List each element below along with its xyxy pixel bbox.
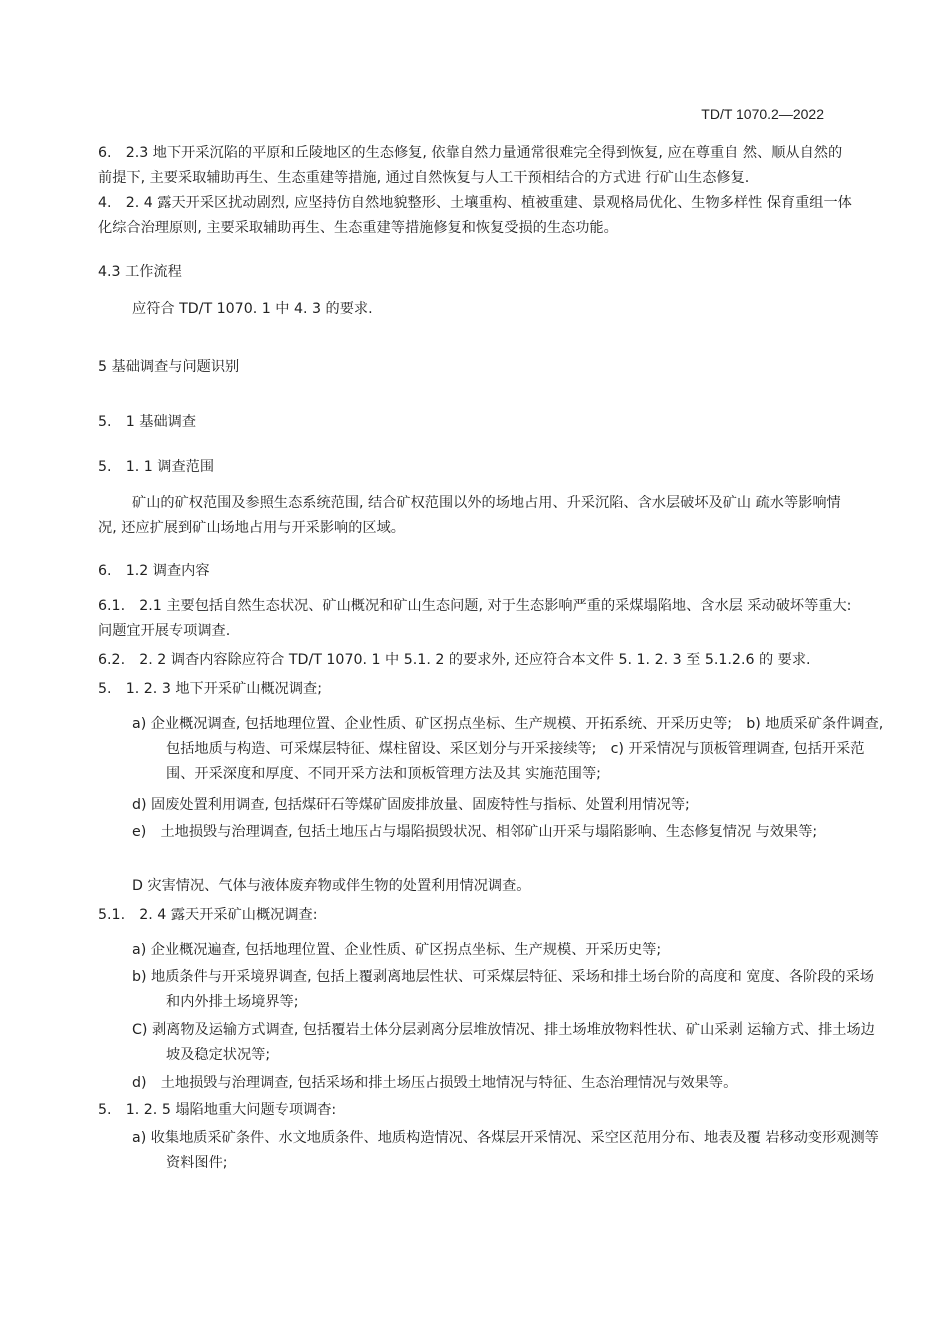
list-item-5-1-2-4-d: d) 土地损毁与治理调查, 包括采场和排土场压占损毁土地情况与特征、生态治理情况与效果等。 [132,1075,738,1091]
list-item-5-1-2-3-abc: a) 企业概况调查, 包括地理位置、企业性质、矿区拐点坐标、生产规模、开拓系统、开采历史等; b) 地质采矿条件调查, 包括地质与构造、可采煤层特征、煤柱留设、采区划分与开采接续等; c) 开采情况与顶板管理调查, 包括开采范围、开采深度和厚度、不同开采方法和顶板管理方法及其 实施范围等; [132,716,884,782]
list-item-5-1-2-3-f: D 灾害情况、气体与液体废弃物或伴生物的处置利用情况调查。 [132,878,531,894]
heading-4-3: 4.3 工作流程 [98,264,182,280]
list-item-5-1-2-3-d: d) 固废处置利用调查, 包括煤矸石等煤矿固废排放量、固废特性与指标、处置利用情况等; [132,797,690,813]
para-5-1-2-2: 6.2. 2. 2 调杳内容除应符合 TD/T 1070. 1 中 5.1. 2 的要求外, 还应符合本文件 5. 1. 2. 3 至 5.1.2.6 的 要求. [98,652,811,668]
document-number: TD/T 1070.2—2022 [701,106,824,122]
heading-5-1-1: 5. 1. 1 调查范围 [98,459,215,475]
list-item-5-1-2-5-a: a) 收集地质采矿条件、水文地质条件、地质构造情况、各煤层开采情况、采空区范用分布、地表及覆 岩移动变形观测等资料图件; [132,1130,879,1171]
heading-5-1-2-4: 5.1. 2. 4 露天开采矿山概况调查: [98,907,318,923]
heading-5: 5 基础调查与问题识别 [98,359,240,375]
heading-5-1-2-5: 5. 1. 2. 5 塌陷地重大问题专项调杳: [98,1102,337,1118]
para-5-1-1-text: 矿山的矿权范围及参照生态系统范围, 结合矿权范围以外的场地占用、升采沉陷、含水层破坏及矿山 疏水等影响情况, 还应扩展到矿山场地占用与开采影响的区域。 [98,495,841,536]
para-4-2-4: 4. 2. 4 露天开采区扰动剧烈, 应坚持仿自然地貌整形、土壤重构、植被重建、景观格局优化、生物多样性 保育重组一体化综合治理原则, 主要采取辅助再生、生态重建等措施修复和恢复受损的生态功能。 [98,195,852,236]
list-item-5-1-2-3-e: e) 土地损毁与治理调查, 包括土地压占与塌陷损毁状况、相邻矿山开采与塌陷影响、生态修复情况 与效果等; [132,824,818,840]
para-4-2-3: 6. 2.3 地下开采沉陷的平原和丘陵地区的生态修复, 依靠自然力量通常很难完全得到恢复, 应在尊重自 然、顺从自然的前提下, 主要采取辅助再生、生态重建等措施, 通过自然恢复与人工干预相结合的方式进 行矿山生态修复. [98,145,843,186]
para-4-3-text: 应符合 TD/T 1070. 1 中 4. 3 的要求. [132,301,373,317]
para-5-1-2-1: 6.1. 2.1 主要包括自然生态状况、矿山概况和矿山生态问题, 对于生态影响严重的采煤塌陷地、含水层 采动破坏等重大: 问题宜开展专项调查. [98,598,852,639]
list-item-5-1-2-4-c: C) 剥离物及运输方式调查, 包括覆岩土体分层剥离分层堆放情况、排土场堆放物料性状、矿山采剥 运输方式、排土场边坡及稳定状况等; [132,1022,875,1063]
list-item-5-1-2-4-b: b) 地质条件与开采境界调查, 包括上覆剥离地层性状、可采煤层特征、采场和排土场台阶的高度和 宽度、各阶段的采场和内外排土场境界等; [132,969,874,1010]
heading-5-1: 5. 1 基础调查 [98,414,197,430]
heading-5-1-2-3: 5. 1. 2. 3 地下开采矿山概况调查; [98,681,323,697]
heading-5-1-2: 6. 1.2 调查内容 [98,563,210,579]
list-item-5-1-2-4-a: a) 企业概况遍查, 包括地理位置、企业性质、矿区拐点坐标、生产规模、开采历史等; [132,942,662,958]
